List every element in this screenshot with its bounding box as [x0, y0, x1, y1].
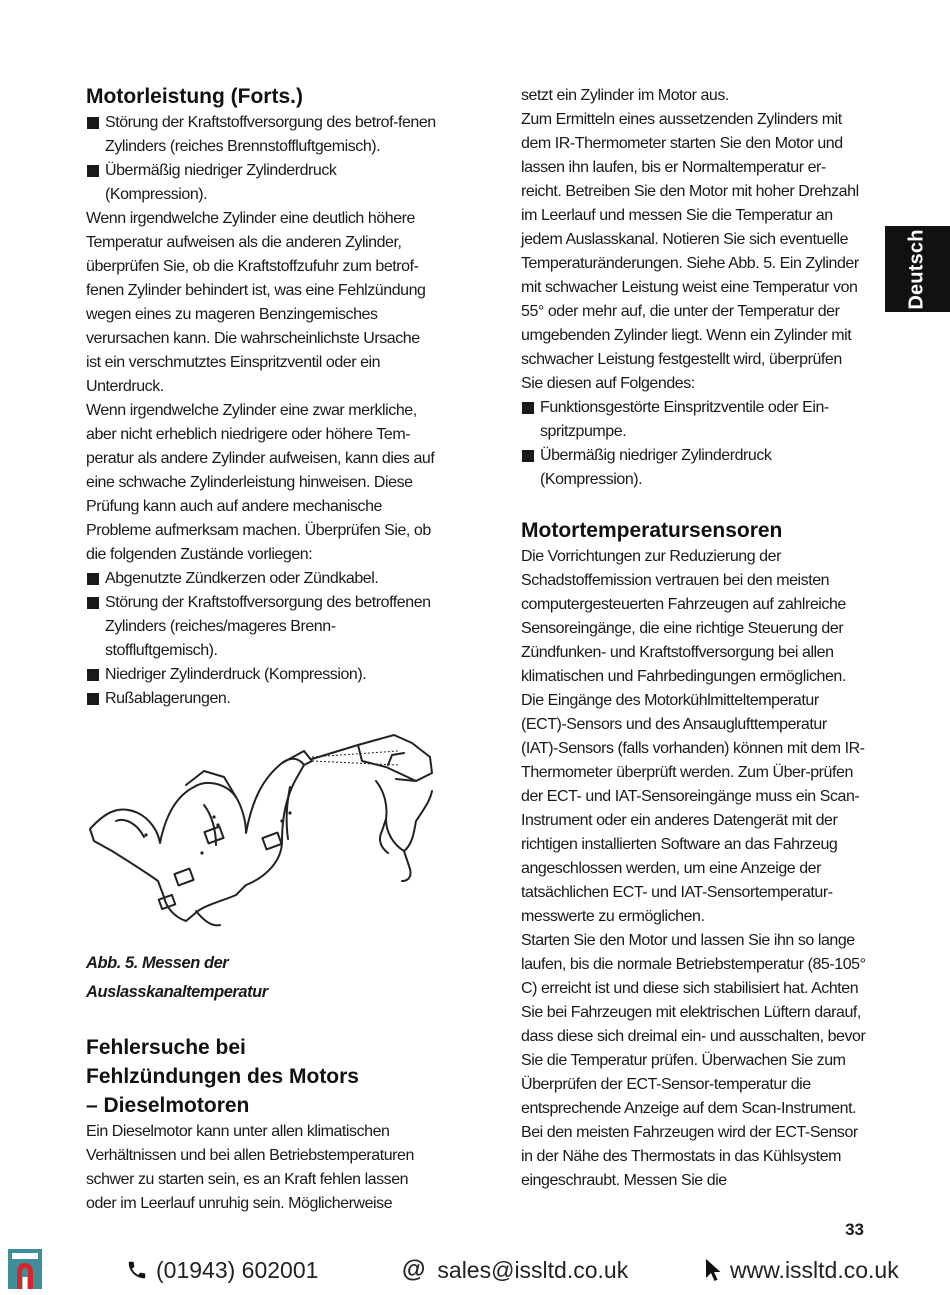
- bullet-square-icon: [87, 573, 99, 585]
- footer-email[interactable]: [402, 1255, 628, 1285]
- list-item: Niedriger Zylinderdruck (Kompression).: [86, 663, 438, 687]
- footer-phone-text: (01943) 602001: [156, 1257, 319, 1283]
- list-item: Störung der Kraftstoffversorgung des betroffenen Zylinders (reiches/mageres Brenn-stoffluftgemisch).: [86, 591, 438, 663]
- list-item: Störung der Kraftstoffversorgung des betrof-fenen Zylinders (reiches Brennstoffluftgemisch).: [86, 111, 438, 159]
- footer-phone[interactable]: [126, 1255, 318, 1285]
- heading-motorleistung: Motorleistung (Forts.): [86, 85, 303, 108]
- language-tab: [885, 226, 950, 312]
- bullet-square-icon: [87, 669, 99, 681]
- issltd-logo: [8, 1249, 42, 1289]
- at-icon: @: [402, 1256, 426, 1283]
- phone-icon: [126, 1259, 148, 1281]
- left-column: [86, 82, 438, 1216]
- list-item: Übermäßig niedriger Zylinderdruck (Kompression).: [521, 444, 866, 492]
- right-column: [521, 84, 866, 1193]
- paragraph: Wenn irgendwelche Zylinder eine zwar merkliche, aber nicht erheblich niedrigere oder höhere Tem-peratur als andere Zylinder aufweisen, kann dies auf eine schwache Zylinderleistung hinweisen. Diese Prüfung kann auch auf andere mechanische Probleme aufmerksam machen. Überprüfen Sie, ob die folgenden Zustände vorliegen:: [86, 402, 435, 563]
- bullet-square-icon: [87, 165, 99, 177]
- heading-motortemperatursensoren: Motortemperatursensoren: [521, 519, 783, 542]
- exhaust-manifold-illustration: [86, 721, 438, 936]
- page-number: 33: [845, 1220, 864, 1239]
- bullet-square-icon: [87, 597, 99, 609]
- cursor-icon: [704, 1258, 722, 1282]
- list-item: Übermäßig niedriger Zylinderdruck (Kompression).: [86, 159, 438, 207]
- footer-website[interactable]: [704, 1255, 899, 1285]
- footer-email-text: sales@issltd.co.uk: [437, 1257, 629, 1283]
- paragraph: Ein Dieselmotor kann unter allen klimatischen Verhältnissen und bei allen Betriebstemperaturen schwer zu starten sein, es an Kraft fehlen lassen oder im Leerlauf unruhig sein. Möglicherweise: [86, 1123, 414, 1212]
- list-item: Abgenutzte Zündkerzen oder Zündkabel.: [86, 567, 438, 591]
- list-item: Funktionsgestörte Einspritzventile oder Ein-spritzpumpe.: [521, 396, 866, 444]
- paragraph: setzt ein Zylinder im Motor aus.: [521, 87, 729, 104]
- heading-fehlersuche: Fehlersuche bei: [86, 1036, 246, 1059]
- list-item: Rußablagerungen.: [86, 687, 438, 711]
- bullet-square-icon: [522, 402, 534, 414]
- language-tab-label: Deutsch: [906, 228, 928, 310]
- paragraph: Starten Sie den Motor und lassen Sie ihn so lange laufen, bis die normale Betriebstemperatur (85-105° C) erreicht ist und diese sich stabilisiert hat. Achten Sie bei Fahrzeugen mit elektrischen Lüftern darauf, dass diese sich dreimal ein- und ausschalten, bevor Sie die Temperatur prüfen. Überwachen Sie zum Überprüfen der ECT-Sensor-temperatur die entsprechende Anzeige auf dem Scan-Instrument. Bei den meisten Fahrzeugen wird der ECT-Sensor in der Nähe des Thermostats in das Kühlsystem eingeschraubt. Messen Sie die: [521, 932, 866, 1189]
- heading-fehlersuche-line2: Fehlzündungen des Motors: [86, 1065, 359, 1088]
- bullet-square-icon: [87, 693, 99, 705]
- bullet-square-icon: [87, 117, 99, 129]
- footer-website-text: www.issltd.co.uk: [730, 1257, 899, 1283]
- paragraph: Wenn irgendwelche Zylinder eine deutlich höhere Temperatur aufweisen als die anderen Zylinder, überprüfen Sie, ob die Kraftstoffzufuhr zum betrof-fenen Zylinder behindert ist, was eine Fehlzündung wegen eines zu mageren Benzingemisches verursachen kann. Die wahrscheinlichste Ursache ist ein verschmutztes Einspritzventil oder ein Unterdruck.: [86, 210, 426, 395]
- figure-caption-line: Auslasskanaltemperatur: [86, 983, 268, 1001]
- footer: [0, 1245, 950, 1295]
- bullet-square-icon: [522, 450, 534, 462]
- paragraph: Die Vorrichtungen zur Reduzierung der Schadstoffemission vertrauen bei den meisten computergesteuerten Fahrzeugen auf zahlreiche Sensoreingänge, die eine richtige Steuerung der Zündfunken- und Kraftstoffversorgung bei allen klimatischen und Fahrbedingungen ermöglichen. Die Eingänge des Motorkühlmitteltemperatur (ECT)-Sensors und des Ansauglufttemperatur (IAT)-Sensors (falls vorhanden) können mit dem IR-Thermometer überprüft werden. Zum Über-prüfen der ECT- und IAT-Sensoreingänge muss ein Scan-Instrument oder ein anderes Datengerät mit der richtigen installierten Software an das Fahrzeug angeschlossen werden, um eine Anzeige der tatsächlichen ECT- und IAT-Sensortemperatur-messwerte zu ermöglichen.: [521, 548, 865, 925]
- heading-fehlersuche-line3: – Dieselmotoren: [86, 1094, 250, 1117]
- figure-caption-line: Abb. 5. Messen der: [86, 954, 229, 972]
- paragraph: Zum Ermitteln eines aussetzenden Zylinders mit dem IR-Thermometer starten Sie den Motor und lassen ihn laufen, bis er Normaltemperatur er-reicht. Betreiben Sie den Motor mit hoher Drehzahl im Leerlauf und messen Sie die Temperatur an jedem Auslasskanal. Notieren Sie sich eventuelle Temperaturänderungen. Siehe Abb. 5. Ein Zylinder mit schwacher Leistung weist eine Temperatur von 55° oder mehr auf, die unter der Temperatur der umgebenden Zylinder liegt. Wenn ein Zylinder mit schwacher Leistung festgestellt wird, überprüfen Sie diesen auf Folgendes:: [521, 111, 859, 392]
